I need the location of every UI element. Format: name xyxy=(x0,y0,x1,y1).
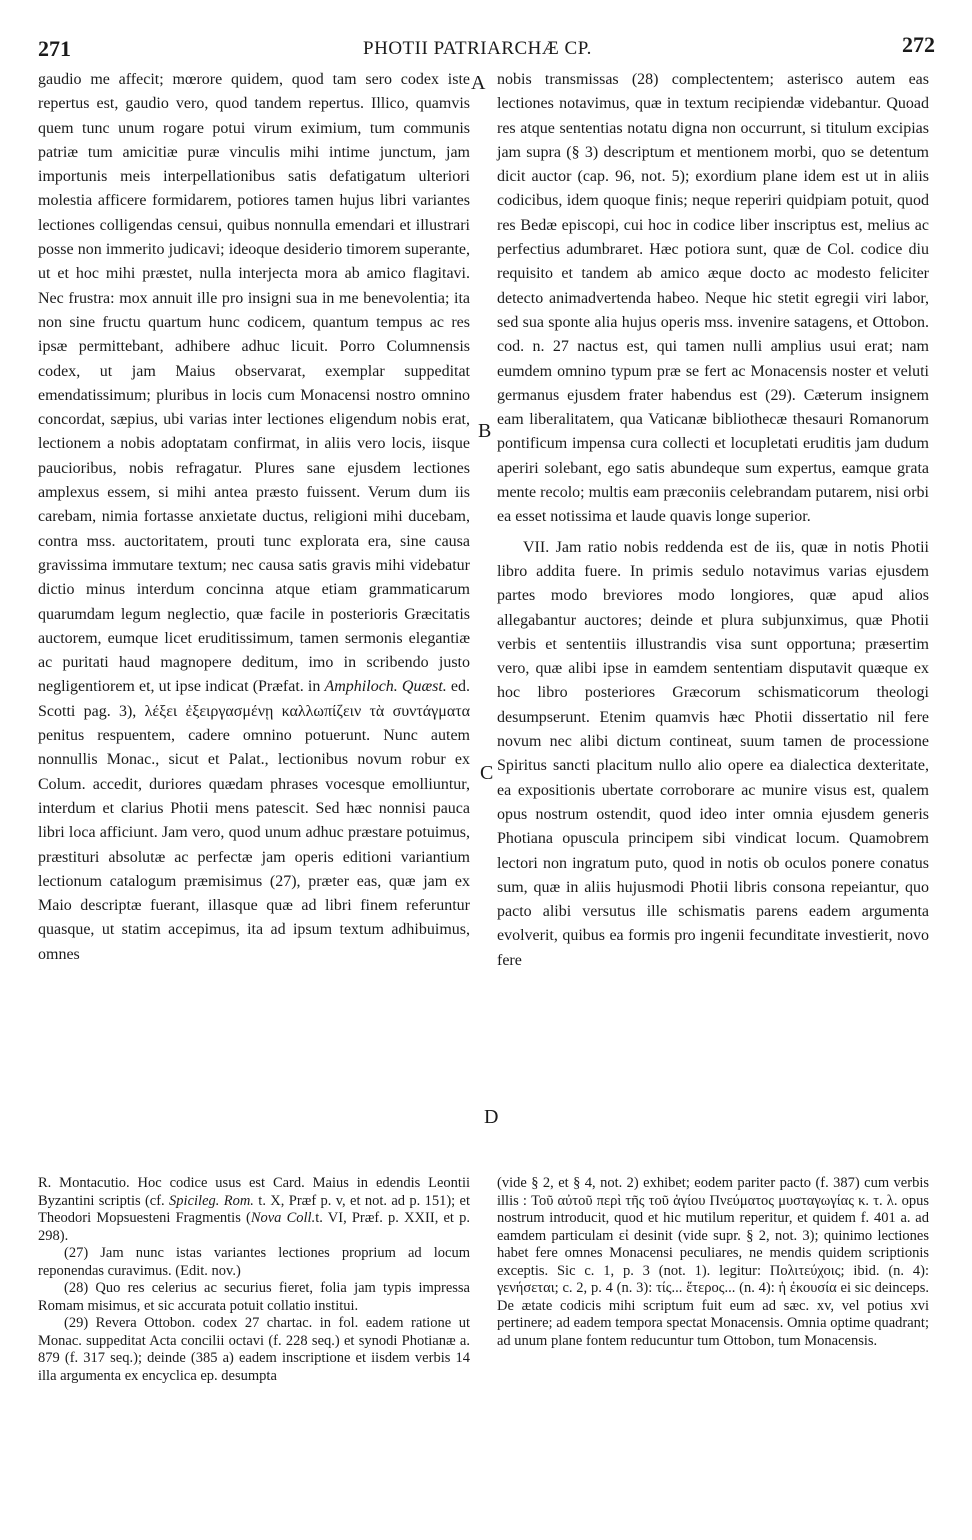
left-greek-quote: λέξει ἐξειργασμένῃ καλλωπίζειν τὰ συντάγματα xyxy=(144,702,471,720)
note-cont-text-c: t. VI, Præf. p. XXII, et p. 298). xyxy=(38,1210,470,1244)
left-text-1: gaudio me affecit; mœrore quidem, quod tam sero codex iste repertus est, gaudio vero, quod tandem repertus. Illico, quamvis quem tunc unum rogare potui virum eximium, tum communis patriæ tum amicitiæ puræ vinculis mihi intime junctum, jam importunis meis interpellationibus satis defatigatum ulteriori molestia afficere formidarem, potiores tamen hujus libri variantes lectiones colligendas censui, quibus nonnulla emendari et illustrari posse non immerito judicavi; ideoque desiderio timorem superante, ut et hoc mihi præstet, nulla interjecta mora ab amico flagitavi. Nec frustra: mox annuit ille pro insigni sua in me benevolentia; ita non sine fructu quartum hunc codicem, quantum tempus ac res ipsæ permittebant, adhibere adhuc licuit. Porro Columnensis codex, ut jam Maius observarat, exemplar suppeditat emendatissimum; pluribus in locis cum Monacensi nostro omnino concordat, sæpius, ubi varias inter lectiones eligendum nobis erat, lectionem a nobis adoptatam confirmat, in aliis vero locis, iisque paucioribus, nobis refragatur. Plures sane ejusdem lectiones amplexus essem, si mihi antea præsto fuissent. Verum dum iis carebam, nimia fortasse anxietate ductus, religioni mihi ducebam, contra mss. auctoritatem, prouti tunc explorata era, sine causa gravissima immutare textum; nec causa satis gravis mihi videbatur dictio minus interdum concinna atque etiam grammaticarum quarumdam legum neglectio, quæ facile in posterioris Græcitatis auctorem, eumque licet eruditissimum, tamen sermonis elegantiæ ac puritati haud magnopere deditum, imo in scribendo justo negligentiorem et, ut ipse indicat (Præfat. in xyxy=(38,71,470,696)
note-28: (28) Quo res celerius ac securius fieret, folia jam typis impressa Romam misimus, et sic accurata potuit collatio institui. xyxy=(38,1280,470,1314)
right-note-continuation xyxy=(497,1175,929,1350)
right-paragraph-1: nobis transmissas (28) complectentem; asterisco autem eas lectiones notavimus, quæ in textum recipiendæ videbantur. Quoad res atque sententias notatu digna non occurrunt, si titulum excipias jam supra (§ 3) descriptum et mentionem morbi, quo se detentum dicit auctor (cap. 96, not. 5); exordium plane idem est ut in aliis codicibus, idem quoque finis; neque reperiri quidpiam potuit, quod res Bedæ episcopi, cui hoc in codice liber inscriptus est, melius ac perfectius adumbraret. Hæc potiora sunt, quæ de Col. codice diu requisito et tandem ab amico æque docto ac modesto feliciter detecto animadvertenda habeo. Neque hic stetit egregii viri labor, sed sua sponte alia hujus operis mss. invenire satagens, et Ottobon. cod. n. 27 nactus est, qui tamen nulli amplius usui erat; nam eumdem omnino typum præ se fert ac Monacensis noster et veluti germanus ejusdem frater habendus est (29). Cæterum insignem eam liberalitatem, qua Vaticanæ bibliothecæ thesauri Romanorum pontificum impensa cura collecti et locupletati eruditis jam dudum aperiri solebant, ego satis abundeque sum expertus, eamque grata mente recolo; multis eam præconiis celebrandam putarem, nisi orbi ea esset notissima et laude quavis longe superior. xyxy=(497,71,929,526)
note-29: (29) Revera Ottobon. codex 27 chartac. in fol. eadem ratione ut Monac. suppeditat Acta concilii octavi (f. 228 seq.) et synodi Photianæ a. 879 (f. 317 seq.); deinde (385 a) eadem inscriptione et iisdem verbis 14 illa argumenta ex encyclica ep. desumpta xyxy=(38,1315,470,1384)
left-italic-title: Amphiloch. Quæst. xyxy=(324,678,447,696)
note-cont-italic-spicileg: Spicileg. Rom. xyxy=(169,1192,254,1209)
running-title: PHOTII PATRIARCHÆ CP. xyxy=(363,38,592,59)
note-cont-text-b: t. X, Præf p. v, et not. ad p. 151); et Theodori Mopsuesteni Fragmentis ( xyxy=(38,1192,471,1226)
left-column-notes xyxy=(38,1175,470,1385)
right-paragraph-2: VII. Jam ratio nobis reddenda est de iis, quæ in notis Photii libro addita fuere. In primis sedulo notavimus varias ejusdem partes modo breviores modo longiores, quæ apud alios allegabantur auctores; deinde et plura subjunximus, quæ Photii verbis et sententiis illustrandis visa sunt opportuna; præsertim vero, quæ alibi ipse in eamdem sententiam disputavit quæque ex hoc libro posteriores Græcorum schismaticorum theologi desumpserunt. Etenim quamvis hæc Photii dissertatio nil fere novum nec alibi dictum contineat, suum tamen de processione Spiritus sancti placitum nullo alio opere ea dialectica dexteritate, ea expositionis ubertate corroborare ac munire visus est, qualem opus nostrum ostendit, quod ideo inter omnia ejusdem generis Photiana opuscula principem sibi vindicat locum. Quamobrem lectori non ingratum puto, quod in notis ob oculos ponere conatus sum, quæ in aliis hujusmodi Photii libris consona repeiantur, quo pacto alibi versutus ille schismatis parens eadem argumenta evolverit, quibus ea formis pro ingenii fecunditate investierit, novo fere xyxy=(497,538,929,969)
rn-g: ei sic deinceps. De ætate codicis mihi scriptum fuit eum ad sæc. xv, vel potius xvi pertinere; ad eadem tempora spectat Monacensis. Omnia optime quadrant; ad unum plane fontem reducuntur tum Ottobon, tum Monacensis. xyxy=(497,1280,930,1349)
margin-marker-c: C xyxy=(480,762,494,784)
rn-c: desinit (vide supr. § 2, not. 3); quinimo lectiones habet fere omnes Monacensi peculiares, ne mendis quidem scriptionis exceptis. Sic c. 1, p. 3 (not. 1). legitur: xyxy=(497,1227,930,1279)
rn-a: (vide § 2, et § 4, not. 2) exhibet; eodem pariter pacto (f. 387) cum verbis illis : xyxy=(497,1175,929,1209)
rn-greek-5: τίς... ἕτερος... xyxy=(656,1280,736,1296)
left-paragraph xyxy=(38,68,470,967)
margin-marker-d: D xyxy=(484,1106,499,1128)
note-cont-italic-nova: Nova Coll. xyxy=(250,1210,316,1226)
rn-greek-4: γενήσεται xyxy=(497,1280,555,1296)
margin-marker-a: A xyxy=(471,72,486,94)
page-number-left: 271 xyxy=(38,36,71,61)
note-cont-text-a: R. Montacutio. Hoc codice usus est Card. Maius in edendis Leontii Byzantini scriptis (cf. xyxy=(38,1175,470,1209)
rn-greek-6: ἡ ἐκουσία xyxy=(778,1280,837,1296)
page-header xyxy=(20,30,935,62)
note-27: (27) Jam nunc istas variantes lectiones proprium ad locum reponendas curavimus. (Edit. nov.) xyxy=(38,1245,470,1279)
rn-greek-1: Τοῦ αὐτοῦ περὶ τῆς τοῦ ἁγίου Πνεύματος μυσταγωγίας κ. τ. λ. xyxy=(531,1192,898,1209)
rn-b: opus nostrum introducit, quod et hic mutilum reperitur, et quidem f. 401 a. ad eamdem particulam xyxy=(497,1192,930,1244)
left-column-main xyxy=(38,68,470,967)
right-column-main xyxy=(497,68,929,973)
left-text-3: penitus respuentem, cadere omnino potuerunt. Nunc autem nonnullis Monac., sicut et Palat., lectionibus novum robur ex Colum. accedit, duriores quædam phrases vocesque emolliuntur, interdum et clarius Photii mens patescit. Sed hæc nonnisi pauca libri loca afficiunt. Jam vero, quod unum adhuc præstare potuimus, præstituri absolutæ ac perfectæ jam operis editioni variantium lectionum catalogum præmisimus (27), præter eas, quæ jam ex Maio descriptæ fuerant, illasque quæ ad libri finem referuntur quasque, ut statim accepimus, ita ad ipsum textum adhibuimus, omnes xyxy=(38,727,470,963)
rn-d: ; ibid. (n. 4): xyxy=(840,1262,929,1279)
rn-greek-2: εἰ xyxy=(618,1227,629,1244)
rn-e: ; c. 2, p. 4 (n. 3): xyxy=(554,1280,653,1296)
rn-greek-3: Πολιτεύχοις xyxy=(769,1262,841,1279)
margin-marker-b: B xyxy=(478,420,492,442)
rn-f: (n. 4): xyxy=(739,1280,775,1296)
page-number-right: 272 xyxy=(902,32,935,57)
note-continuation xyxy=(38,1175,470,1245)
right-column-notes xyxy=(497,1175,929,1350)
left-text-2: ed. Scotti pag. 3), xyxy=(38,678,471,720)
